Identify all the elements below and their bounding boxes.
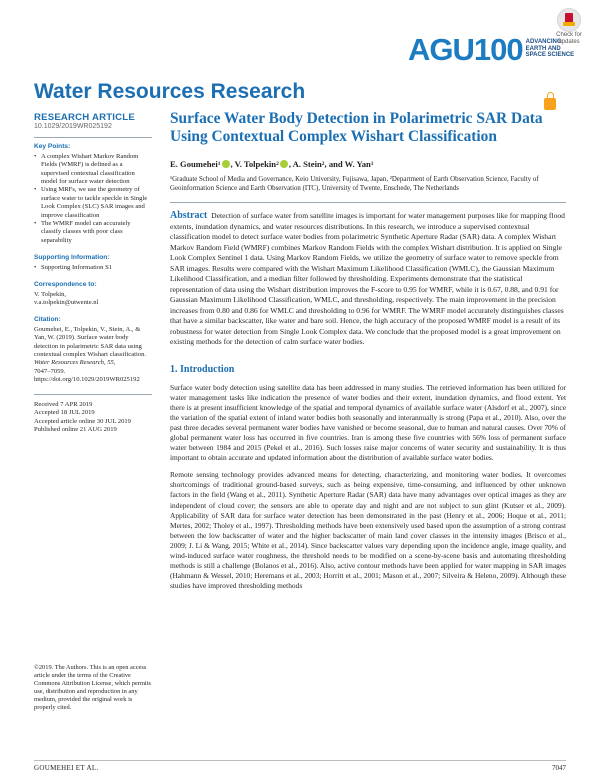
author-name[interactable]: , and W. Yan [324, 159, 371, 169]
author-affil-sup: 1 [217, 161, 221, 167]
author-affil-sup: 2 [321, 161, 325, 167]
agu100-logo[interactable] [408, 28, 574, 70]
citation-journal: Water Resources Research, 55, [34, 359, 116, 367]
author-name[interactable]: , V. Tolpekin [230, 159, 277, 169]
paragraph: Remote sensing technology provides advanced means for detecting, characterizing, and monitoring water bodies. It overcomes shortcomings of traditional ground-based surveys, such as being expensive, time-consuming, and influenced by other unknown factors in the field (Wang et al., 2011). Synthetic Aperture Radar (SAR) data have many advantages over optical images as they are independent of cloud cover; the sensors are able to operate day and night and are not subject to sun glint (Kutser et al., 2009). Applicability of SAR data for surface water detection has been demonstrated in the past (Henry et al., 2006; Hoque et al., 2011; Mertes, 2002; Tholey et al., 1997). Thresholding methods have been extensively used based upon the assumption of a strong contrast between the low backscatter of water and the higher backscatter of main land cover classes in the intensity images (Brisco et al., 2009; J. Li & Wang, 2015; White et al., 2014). Since backscatter values vary depending upon the incidence angle, image quality, and wind-induced surface water roughness, the threshold needs to be modified on a scene-by-scene basis and automating thresholding methods is still a challenge (Bolanos et al., 2016). Also, active contour methods have been applied for water mapping in SAR images (Hahmann & Wessel, 2010; Heremans et al., 2003; Horritt et al., 2001; Mason et al., 2007; Silveira & Heleno, 2009). Although these studies have improved thresholding methods [170, 470, 566, 591]
key-point: • The WMRF model can accurately classify classes with poor class separability [34, 220, 152, 245]
supporting-info-link[interactable]: • Supporting Information S1 [34, 264, 152, 272]
orcid-icon[interactable] [280, 160, 288, 168]
citation-text: Goumehei, E., Tolpekin, V., Stein, A., & Yan, W. (2019). Surface water body detection in polarimetric SAR data using contextual complex Wishart classification. [34, 325, 147, 358]
supporting-info-section [34, 254, 152, 272]
key-point: • Using MRFs, we use the geometry of surface water to tackle speckle in Single Look Complex (SLC) SAR images and improve classification [34, 186, 152, 220]
citation-heading: Citation: [34, 316, 61, 324]
journal-title[interactable]: Water Resources Research [34, 80, 306, 103]
citation-section [34, 316, 152, 384]
orcid-icon[interactable] [222, 160, 230, 168]
accepted-date: Accepted 18 JUL 2019 [34, 409, 95, 417]
author-affil-sup: 1 [370, 161, 374, 167]
accepted-online-date: Accepted article online 30 JUL 2019 [34, 417, 131, 425]
sidebar [34, 112, 152, 435]
crossmark-label-2: updates [558, 38, 580, 45]
crossmark-icon [557, 8, 581, 32]
author-list [170, 159, 566, 169]
copyright-notice: ©2019. The Authors. This is an open access article under the terms of the Creative Commons Attribution License, which permits use, distribution and reproduction in any medium, provided the original work is properly cited. [34, 664, 151, 711]
article-type: RESEARCH ARTICLE [34, 112, 135, 123]
published-online-date: Published online 21 AUG 2019 [34, 426, 117, 434]
crossmark-label-1: Check for [556, 32, 582, 38]
agu-tagline-3: SPACE SCIENCE [525, 52, 575, 59]
agu-tagline-1: ADVANCING [525, 39, 562, 46]
paragraph: Surface water body detection using satellite data has been addressed in many studies. The retrieved information has been utilized for water management tasks like indication the presence of water bodies and their extent, inundation dynamics, and flood extent. Yet there is at present insufficient knowledge of the spatial and temporal dynamics of available surface water (Alsdorf et al., 2007), since the variation of the spatial extent of inland water bodies both seasonally and interannually is strong (Papa et al., 2010). Also, over the past three decades several permanent water bodies have vanished or become seasonal, due to human and natural causes. Over 70% of global permanent water loss has occurred in five countries. Iran is among these five countries with 56% loss of permanent surface water between 1984 and 2015 (Pekel et al., 2016). Such losses raise major concerns of water security and sustainability. It is thus important to obtain accurate and updated information about the distribution of available surface water bodies. [170, 382, 566, 463]
footer-running-head: GOUMEHEI ET AL. [34, 764, 99, 772]
key-point: • A complex Wishart Markov Random Fields (WMRF) is defined as a supervised contextual classification model for surface water detection [34, 153, 152, 187]
received-date: Received 7 APR 2019 [34, 400, 93, 408]
correspondence-heading: Correspondence to: [34, 281, 97, 289]
main-content [170, 110, 566, 591]
key-points-heading: Key Points: [34, 143, 71, 151]
sidebar-divider [34, 394, 152, 395]
citation-doi-link[interactable]: 7047–7059. https://doi.org/10.1029/2019WR025192 [34, 367, 140, 384]
check-for-updates-badge[interactable] [554, 8, 584, 50]
correspondence-email[interactable]: v.a.tolpekin@utwente.nl [34, 298, 99, 306]
affiliations: ¹Graduate School of Media and Governance, Keio University, Fujisawa, Japan, ²Department of Earth Observation Science, Faculty of Geoinformation Science and Earth Observation (ITC), University of Twente, Enschede, The Netherlands [170, 176, 539, 192]
key-points-section [34, 143, 152, 245]
agu-logo-text: AGU100 [408, 31, 523, 67]
article-dates [34, 401, 152, 435]
section-heading-introduction: 1. Introduction [170, 363, 235, 375]
supporting-info-list [34, 264, 152, 272]
sidebar-divider [34, 137, 152, 138]
article-doi[interactable]: 10.1029/2019WR025192 [34, 123, 112, 130]
correspondence-name: V. Tolpekin, [34, 290, 67, 298]
correspondence-section [34, 281, 152, 307]
main-divider [170, 202, 566, 203]
abstract-heading: Abstract [170, 210, 208, 221]
supporting-info-heading: Supporting Information: [34, 254, 110, 262]
open-access-lock-icon [544, 98, 556, 110]
author-name[interactable]: , A. Stein [288, 159, 322, 169]
paper-title: Surface Water Body Detection in Polarimetric SAR Data Using Contextual Complex Wishart Classification [170, 110, 543, 145]
abstract-body: Detection of surface water from satellite images is important for water management purposes like for mapping flood extents, inundation dynamics, and water resources distributions. In this research, we introduce a supervised contextual classification model to detect surface water bodies from polarimetric Synthetic Aperture Radar (SAR) data. A complex Wishart Markov Random Field (WMRF) combines Markov Random Fields with the complex Wishart distribution. It is applied on Single Look Complex Sentinel 1 data. Using Markov Random Fields, we utilize the geometry of surface water to remove speckle from SAR images. Results were compared with the Wishart Maximum Likelihood Classification (WMLC), the Gaussian Maximum Likelihood Classification, and a median filter followed by thresholding. Experiments demonstrate that the statistical representation of data using the Wishart distribution improves the F-score to 0.95 for WMRF, while it is 0.67, 0.88, and 0.91 for Gaussian Maximum Likelihood Classification, WMLC, and thresholding, respectively. The main improvement in the precision increases from 0.80 and 0.86 for WMLC and thresholding to 0.96 for WMRF. The WMRF model accurately distinguishes classes that have a similar backscatter, like water and bare soil. Hence, the high accuracy of the proposed WMRF model is a result of its robustness for water detection from Single Look Complex data. We conclude that the proposed model is a great improvement on existing methods for the detection of calm surface water bodies. [170, 211, 565, 346]
agu-tagline-2: EARTH AND [525, 45, 561, 52]
author-affil-sup: 2 [276, 161, 279, 167]
abstract [170, 211, 566, 348]
introduction-body [170, 383, 566, 592]
page-number: 7047 [552, 764, 566, 772]
author-name[interactable]: E. Goumehei [170, 159, 218, 169]
key-points-list [34, 153, 152, 245]
footer-divider [34, 760, 566, 761]
